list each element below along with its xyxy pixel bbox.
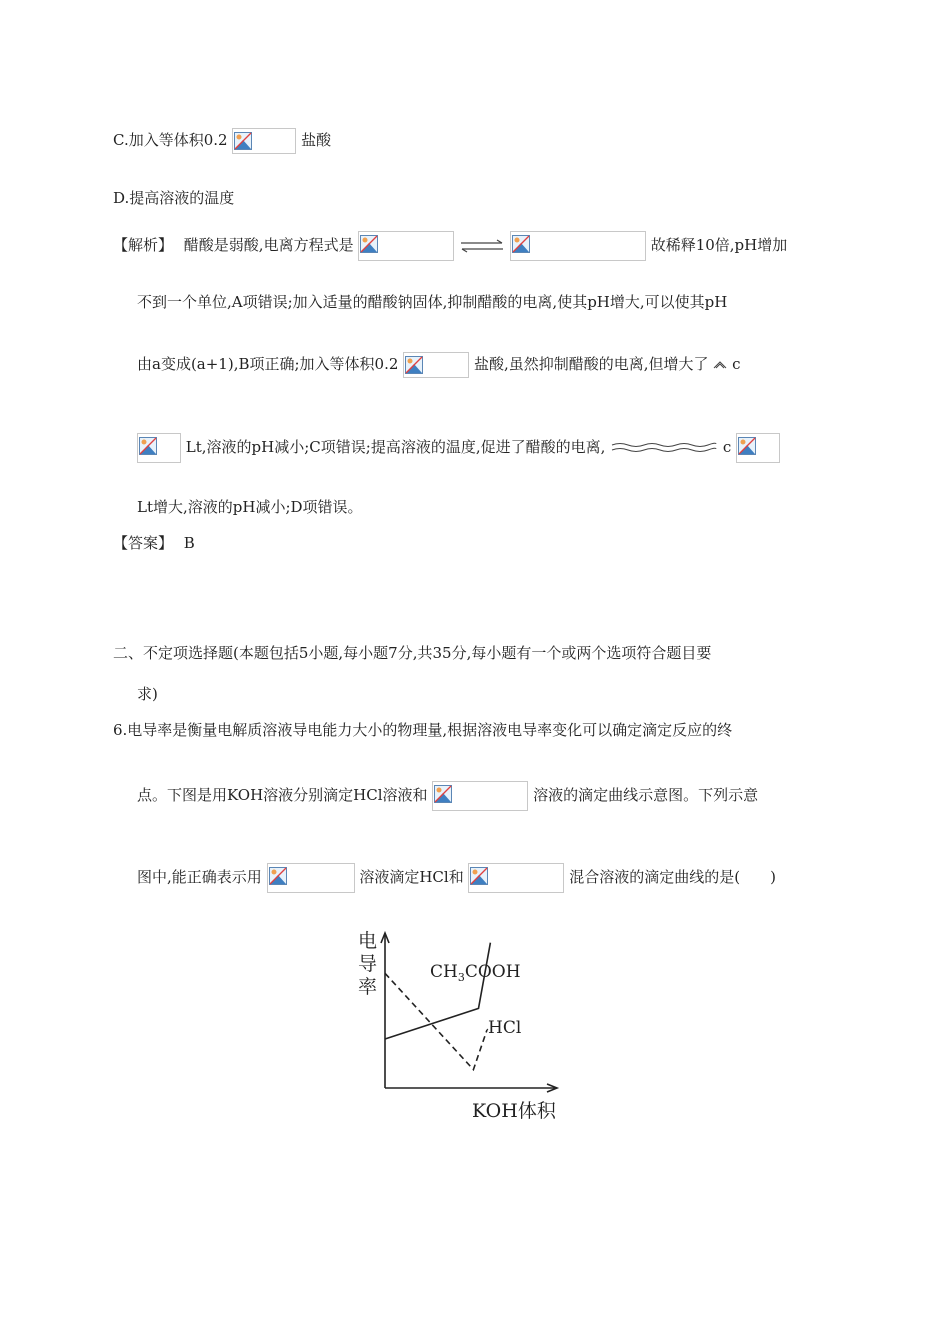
broken-image-icon: [405, 356, 423, 374]
q6-text-2b: 溶液的滴定曲线示意图。下列示意: [533, 786, 759, 804]
series-hcl-label: HCl: [488, 1018, 522, 1038]
analysis-text-5a: Lt: [137, 498, 153, 516]
q6-text-2a: 点。下图是用KOH溶液分别滴定HCl溶液和: [137, 786, 428, 804]
formula-image-placeholder: [358, 231, 454, 261]
analysis-text-4c: c: [722, 438, 732, 456]
option-c-suffix: 盐酸: [301, 131, 332, 149]
formula-image-placeholder: [403, 352, 469, 378]
analysis-label: 【解析】: [113, 236, 174, 254]
question-6-line-2: [137, 781, 758, 811]
analysis-line-3: [137, 352, 740, 378]
analysis-text-5b: 增大,溶液的pH减小;D项错误。: [153, 498, 363, 516]
broken-image-icon: [360, 235, 378, 253]
analysis-line-4: [137, 433, 780, 463]
y-axis-label-char-3: 率: [358, 976, 378, 998]
formula-image-placeholder: [432, 781, 528, 811]
question-6-line-3: [137, 863, 776, 893]
option-c: [113, 128, 331, 154]
series-ch3cooh-label: $CH_3COOH$: [430, 962, 521, 984]
broken-image-icon: [269, 867, 287, 885]
answer-label: 【答案】: [113, 534, 174, 552]
answer-value: B: [183, 534, 195, 552]
analysis-text-4b: ,溶液的pH减小;C项错误;提高溶液的温度,促进了醋酸的电离,: [201, 438, 606, 456]
section-2-heading-cont: 求): [137, 685, 158, 703]
formula-image-placeholder: [137, 433, 181, 463]
broken-image-icon: [434, 785, 452, 803]
hat-icon: [713, 360, 727, 370]
y-axis-label-char-1: 电: [358, 930, 378, 952]
formula-image-placeholder: [232, 128, 296, 154]
chart-axes: [381, 933, 557, 1092]
titration-chart: [350, 925, 580, 1125]
question-6-line-1: 6.电导率是衡量电解质溶液导电能力大小的物理量,根据溶液电导率变化可以确定滴定反应的终: [113, 721, 733, 739]
wavy-underline-icon: [610, 441, 718, 455]
answer-line: [113, 533, 195, 553]
hcl-label-leader: [487, 1029, 488, 1030]
formula-image-placeholder: [267, 863, 355, 893]
analysis-line-1: [113, 231, 787, 261]
analysis-text-3b: 盐酸,虽然抑制醋酸的电离,但增大了: [473, 355, 709, 373]
series-hcl-line: [385, 973, 487, 1069]
analysis-text-3c: c: [732, 355, 741, 373]
q6-text-3b: 溶液滴定HCl和: [359, 868, 464, 886]
analysis-text-4a: Lt: [185, 438, 202, 456]
broken-image-icon: [234, 132, 252, 150]
section-2-heading: 二、不定项选择题(本题包括5小题,每小题7分,共35分,每小题有一个或两个选项符合题目要: [113, 644, 712, 662]
formula-image-placeholder: [468, 863, 564, 893]
formula-image-placeholder: [736, 433, 780, 463]
y-axis-label-char-2: 导: [358, 953, 378, 975]
broken-image-icon: [738, 437, 756, 455]
analysis-text-1a: 醋酸是弱酸,电离方程式是: [183, 236, 354, 254]
formula-image-placeholder: [510, 231, 646, 261]
broken-image-icon: [139, 437, 157, 455]
option-d: D.提高溶液的温度: [113, 189, 235, 207]
option-c-prefix: C.加入等体积0.2: [113, 131, 228, 149]
broken-image-icon: [470, 867, 488, 885]
q6-text-3c: 混合溶液的滴定曲线的是( ): [569, 868, 776, 886]
equilibrium-arrow-icon: [459, 239, 505, 253]
q6-text-3a: 图中,能正确表示用: [137, 868, 262, 886]
analysis-text-3a: 由a变成(a+1),B项正确;加入等体积0.2: [137, 355, 399, 373]
analysis-text-1b: 故稀释10倍,pH增加: [650, 236, 788, 254]
analysis-line-2: 不到一个单位,A项错误;加入适量的醋酸钠固体,抑制醋酸的电离,使其pH增大,可以使其pH: [137, 293, 728, 311]
x-axis-label: KOH体积: [472, 1100, 556, 1122]
analysis-line-5: [137, 497, 363, 517]
broken-image-icon: [512, 235, 530, 253]
